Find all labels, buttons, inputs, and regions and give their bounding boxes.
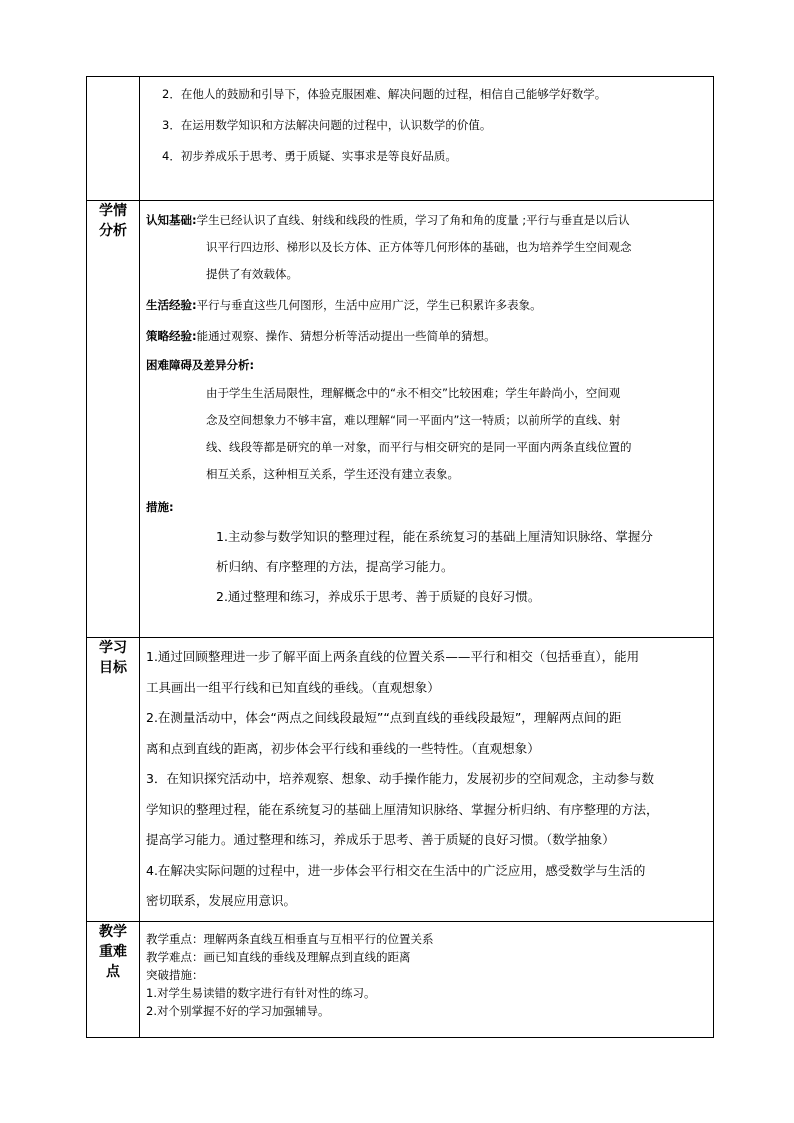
row-label-learning-goals [87,638,140,922]
learning-goal-line: 密切联系，发展应用意识。 [146,893,297,908]
goals-continued-cell [140,77,714,201]
learning-goal-line: 离和点到直线的距离，初步体会平行线和垂线的一些特性。（直观想象） [146,740,540,756]
cognitive-basis [146,207,707,234]
goal-line-2: 2．在他人的鼓励和引导下，体验克服困难、解决问题的过程，相信自己能够学好数学。 [162,87,607,101]
measure-1-line-2: 析归纳、有序整理的方法，提高学习能力。 [216,559,454,574]
measures-title: 措施: [146,500,174,514]
label-line: 重难 [99,944,127,960]
life-title: 生活经验: [146,298,197,312]
life-experience [146,292,707,319]
label-line: 教学 [99,924,127,940]
key-point-line: 突破措施： [146,968,204,982]
learning-goals-cell [140,638,714,922]
cognitive-text-2: 识平行四边形、梯形以及长方体、正方体等几何形体的基础，也为培养学生空间观念 [206,240,632,254]
table-row-goals-continued [87,77,714,201]
learning-goal-line: 4.在解决实际问题的过程中，进一步体会平行相交在生活中的广泛应用，感受数学与生活的 [146,862,646,878]
strategy-experience [146,323,707,350]
row-label-key-points [87,922,140,1038]
table-row-student-analysis [87,201,714,638]
key-point-line: 2.对个别掌握不好的学习加强辅导。 [146,1004,330,1018]
label-line: 点 [106,964,120,980]
measure-2: 2.通过整理和练习，养成乐于思考、善于质疑的良好习惯。 [216,589,541,604]
key-point-line: 1.对学生易读错的数字进行有针对性的练习。 [146,986,376,1000]
difficulty-title: 困难障碍及差异分析: [146,358,255,372]
cognitive-title: 认知基础: [146,213,197,227]
cognitive-text: 学生已经认识了直线、射线和线段的性质，学习了角和角的度量 ;平行与垂直是以后认 [196,213,630,227]
label-line: 学情 [99,203,127,219]
key-point-line: 教学重点：理解两条直线互相垂直与互相平行的位置关系 [146,932,434,946]
goal-line-4: 4．初步养成乐于思考、勇于质疑、实事求是等良好品质。 [162,149,457,163]
key-points-cell [140,922,714,1038]
learning-goal-line: 1.通过回顾整理进一步了解平面上两条直线的位置关系——平行和相交（包括垂直），能用 [146,649,640,664]
learning-goal-line: 提高学习能力。通过整理和练习，养成乐于思考、善于质疑的良好习惯。（数学抽象） [146,832,615,847]
strategy-title: 策略经验: [146,329,197,343]
difficulty-text-1: 由于学生生活局限性，理解概念中的“永不相交”比较困难；学生年龄尚小，空间观 [206,386,621,400]
row-label-empty [87,77,140,201]
learning-goal-line: 2.在测量活动中，体会“两点之间线段最短”“点到直线的垂线段最短”，理解两点间的距 [146,710,622,725]
learning-goal-line: 学知识的整理过程，能在系统复习的基础上厘清知识脉络、掌握分析归纳、有序整理的方法， [146,801,659,817]
label-line: 目标 [99,660,127,676]
cognitive-text-3: 提供了有效载体。 [206,267,298,281]
table-row-learning-goals [87,638,714,922]
difficulty-text-2: 念及空间想象力不够丰富，难以理解“同一平面内”这一特质；以前所学的直线、射 [206,413,621,427]
strategy-text: 能通过观察、操作、猜想分析等活动提出一些简单的猜想。 [196,329,496,343]
measure-1-line-1: 1.主动参与数学知识的整理过程，能在系统复习的基础上厘清知识脉络、掌握分 [216,529,653,544]
row-label-student-analysis [87,201,140,638]
label-line: 分析 [99,223,127,239]
label-line: 学习 [99,640,127,656]
lesson-plan-table [86,76,714,1038]
difficulty-text-4: 相互关系，这种相互关系，学生还没有建立表象。 [206,467,459,481]
goal-line-3: 3．在运用数学知识和方法解决问题的过程中，认识数学的价值。 [162,118,492,132]
key-point-line: 教学难点：画已知直线的垂线及理解点到直线的距离 [146,950,411,964]
student-analysis-cell [140,201,714,638]
learning-goal-line: 工具画出一组平行线和已知直线的垂线。（直观想象） [146,679,440,695]
life-text: 平行与垂直这些几何图形，生活中应用广泛，学生已积累许多表象。 [196,298,542,312]
learning-goal-line: 3．在知识探究活动中，培养观察、想象、动手操作能力，发展初步的空间观念，主动参与数 [146,771,654,786]
table-row-key-points [87,922,714,1038]
difficulty-text-3: 线、线段等都是研究的单一对象，而平行与相交研究的是同一平面内两条直线位置的 [206,440,632,454]
